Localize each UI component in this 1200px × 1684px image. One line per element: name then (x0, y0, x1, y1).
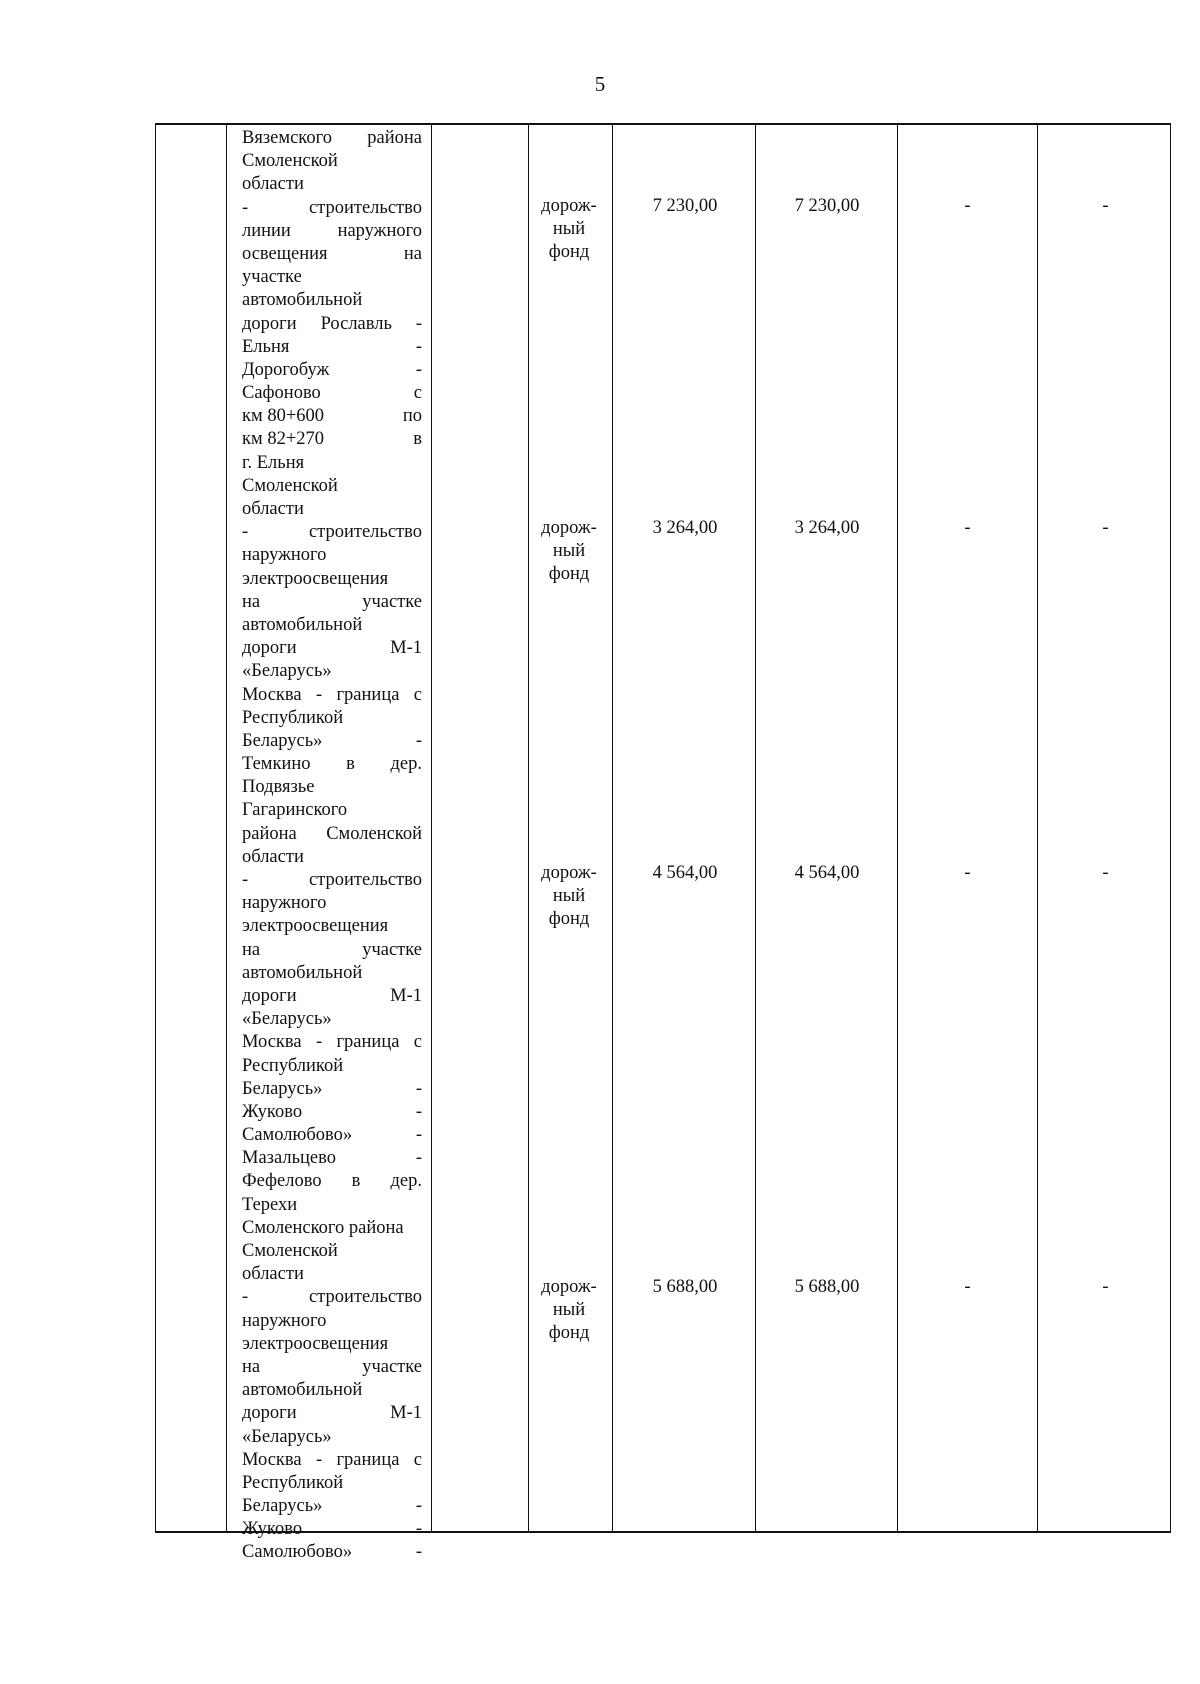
description-line (242, 799, 422, 822)
description-line (242, 1426, 422, 1449)
description-word: с (413, 1449, 422, 1470)
description-word: наружного (242, 893, 327, 914)
empty-value: - (1102, 518, 1109, 538)
description-line (242, 243, 422, 266)
amount-total: 4 564,00 (652, 863, 718, 883)
description-word: Москва (242, 1449, 302, 1470)
description-line (242, 1124, 422, 1147)
description-line (242, 846, 422, 869)
description-line (242, 1356, 422, 1379)
description-word: Смоленской (242, 1241, 338, 1261)
description-word: дороги (242, 1403, 297, 1424)
description-line (242, 544, 422, 567)
description-line (242, 985, 422, 1008)
description-line (242, 684, 422, 707)
description-word: Республикой (242, 1055, 344, 1076)
funding-source (528, 517, 610, 587)
description-line (242, 1472, 422, 1495)
description-word: «Беларусь» (242, 661, 332, 682)
funding-source-line: дорож- (541, 1277, 597, 1297)
description-word: линии (242, 220, 291, 241)
description-line (242, 1147, 422, 1170)
empty-value: - (1102, 196, 1109, 216)
description-line (242, 1495, 422, 1518)
description-word: Гагаринского (242, 800, 348, 821)
amount-year: 3 264,00 (794, 518, 860, 538)
funding-source (528, 1276, 610, 1346)
description-word: в (413, 429, 422, 450)
description-word: строительство (308, 197, 422, 218)
description-word: - (242, 197, 249, 218)
amount-total: 3 264,00 (652, 518, 718, 538)
description-word: электроосвещения (242, 568, 389, 589)
description-word: автомобильной (242, 290, 363, 311)
description-word: - (415, 1125, 422, 1146)
description-word: - (242, 1287, 249, 1308)
description-line (242, 1078, 422, 1101)
description-word: автомобильной (242, 962, 363, 983)
description-line (242, 428, 422, 451)
funding-source-line: фонд (548, 242, 590, 263)
page-number: 5 (594, 72, 606, 96)
description-word: - (415, 359, 422, 380)
funding-source-line: фонд (548, 1323, 590, 1344)
description-word: - (415, 730, 422, 751)
description-word: дер. (390, 754, 422, 775)
description-word: Смоленской (326, 823, 422, 844)
description-word: наружного (242, 1310, 327, 1331)
description-word: - (242, 870, 249, 890)
description-word: Смоленской (242, 151, 338, 172)
funding-source-line: дорож- (541, 518, 597, 538)
description-line (242, 660, 422, 683)
description-word: - (315, 1449, 323, 1470)
empty-value: - (964, 1277, 971, 1297)
description-line (242, 1194, 422, 1217)
description-word: Вяземского (242, 128, 332, 148)
description-word: области (242, 846, 304, 867)
description-line (242, 1217, 422, 1240)
amount-total: 7 230,00 (652, 196, 718, 216)
description-word: участке (242, 267, 302, 288)
description-word: Сафоново (242, 383, 321, 404)
description-word: дороги (242, 985, 297, 1006)
description-line (242, 1310, 422, 1333)
description-word: Дорогобуж (242, 359, 330, 380)
column-divider (431, 123, 432, 1533)
description-word: с (413, 1032, 422, 1053)
description-line (242, 521, 422, 544)
description-line (242, 1541, 422, 1564)
description-line (242, 1286, 422, 1309)
description-word: Жуково (242, 1519, 303, 1540)
description-line (242, 289, 422, 312)
description-word: участке (362, 939, 422, 960)
description-line (242, 313, 422, 336)
description-word: Москва (242, 684, 302, 705)
amount-year: 5 688,00 (794, 1277, 860, 1297)
description-word: граница (336, 684, 400, 705)
description-line (242, 1240, 422, 1263)
description-word: Республикой (242, 707, 344, 728)
description-word: района (367, 128, 422, 148)
description-line (242, 498, 422, 521)
description-word: - (415, 313, 422, 334)
description-word: участке (362, 1356, 422, 1377)
description-line (242, 915, 422, 938)
funding-source-line: фонд (548, 909, 590, 930)
description-word: Беларусь» (242, 730, 323, 751)
description-line (242, 1170, 422, 1193)
funding-source-line: фонд (548, 564, 590, 585)
description-line (242, 1031, 422, 1054)
description-line (242, 753, 422, 776)
description-word: граница (336, 1449, 400, 1470)
description-word: с (413, 383, 422, 404)
empty-value: - (964, 863, 971, 883)
column-divider (226, 123, 227, 1533)
funding-source (528, 862, 610, 932)
description-line (242, 266, 422, 289)
description-line (242, 382, 422, 405)
description-word: участке (362, 591, 422, 612)
description-line (242, 359, 422, 382)
description-line (242, 1333, 422, 1356)
description-word: строительство (308, 1287, 422, 1308)
description-word: М-1 (390, 1403, 422, 1424)
description-word: Смоленской (242, 475, 338, 496)
description-word: - (415, 1542, 422, 1563)
description-word: автомобильной (242, 1380, 363, 1401)
description-word: Самолюбово» (242, 1542, 353, 1563)
description-word: «Беларусь» (242, 1009, 332, 1030)
description-word: строительство (308, 522, 422, 543)
description-word: на (242, 1356, 261, 1377)
description-word: - (415, 1148, 422, 1169)
description-word: Фефелово (242, 1171, 322, 1192)
column-divider (897, 123, 898, 1533)
funding-source-line: дорож- (541, 196, 597, 216)
description-line (242, 1449, 422, 1472)
description-line (242, 452, 422, 475)
amount-year: 4 564,00 (794, 863, 860, 883)
description-word: Терехи (242, 1194, 298, 1215)
description-word: Темкино (242, 754, 311, 775)
description-word: в (351, 1171, 361, 1192)
description-word: Москва (242, 1032, 302, 1053)
description-word: - (415, 1078, 422, 1099)
empty-value: - (964, 518, 971, 538)
description-word: - (415, 1496, 422, 1517)
empty-value: - (1102, 863, 1109, 883)
description-line (242, 220, 422, 243)
description-word: района (242, 823, 297, 844)
description-word: на (242, 591, 261, 612)
funding-source-line: ный (552, 1300, 586, 1321)
description-line (242, 475, 422, 498)
description-line (242, 336, 422, 359)
description-word: - (315, 684, 323, 705)
description-word: - (315, 1032, 323, 1053)
funding-source (528, 195, 610, 265)
description-line (242, 962, 422, 985)
description-word: освещения (242, 243, 328, 264)
description-word: - (242, 522, 249, 543)
description-line (242, 127, 422, 150)
description-line (242, 1263, 422, 1286)
description-word: км 80+600 (242, 406, 325, 427)
funding-source-line: дорож- (541, 863, 597, 883)
description-line (242, 173, 422, 196)
empty-value: - (1102, 1277, 1109, 1297)
description-word: Республикой (242, 1472, 344, 1493)
empty-value: - (964, 196, 971, 216)
funding-source-line: ный (552, 541, 586, 562)
amount-total: 5 688,00 (652, 1277, 718, 1297)
description-word: граница (336, 1032, 400, 1053)
description-word: с (413, 684, 422, 705)
amount-year: 7 230,00 (794, 196, 860, 216)
funding-source-line: ный (552, 219, 586, 240)
description-column (242, 127, 422, 1565)
description-word: в (346, 754, 355, 775)
description-word: Смоленского района (242, 1217, 404, 1238)
description-word: км 82+270 (242, 429, 325, 450)
description-word: дороги (242, 313, 297, 334)
description-line (242, 1379, 422, 1402)
description-word: Рославль (320, 313, 392, 334)
description-line (242, 1402, 422, 1425)
description-line (242, 637, 422, 660)
description-word: - (415, 336, 422, 357)
description-line (242, 197, 422, 220)
description-word: наружного (242, 545, 327, 566)
description-word: электроосвещения (242, 916, 389, 937)
column-divider (612, 123, 613, 1533)
description-word: г. Ельня (242, 452, 305, 473)
description-line (242, 614, 422, 637)
description-word: Жуково (242, 1101, 303, 1122)
description-word: Самолюбово» (242, 1125, 353, 1146)
description-word: автомобильной (242, 614, 363, 635)
description-line (242, 1518, 422, 1541)
description-line (242, 892, 422, 915)
description-word: М-1 (390, 638, 422, 659)
description-line (242, 1008, 422, 1031)
description-line (242, 730, 422, 753)
description-word: на (403, 243, 422, 264)
description-word: области (242, 174, 304, 195)
description-line (242, 939, 422, 962)
description-line (242, 150, 422, 173)
description-word: Беларусь» (242, 1078, 323, 1099)
description-line (242, 869, 422, 892)
description-word: электроосвещения (242, 1333, 389, 1354)
description-word: - (415, 1101, 422, 1122)
description-word: на (242, 939, 261, 960)
description-word: Мазальцево (242, 1148, 336, 1169)
description-word: дер. (390, 1171, 422, 1192)
description-line (242, 1055, 422, 1078)
description-word: М-1 (390, 985, 422, 1006)
description-line (242, 568, 422, 591)
description-line (242, 591, 422, 614)
description-line (242, 776, 422, 799)
description-word: «Беларусь» (242, 1426, 332, 1447)
funding-source-line: ный (552, 886, 586, 907)
description-word: наружного (337, 220, 422, 241)
description-line (242, 405, 422, 428)
description-word: области (242, 499, 304, 519)
column-divider (755, 123, 756, 1533)
description-word: дороги (242, 638, 297, 659)
description-word: Подвязье (242, 777, 315, 798)
description-word: по (402, 406, 422, 427)
description-line (242, 823, 422, 846)
description-word: области (242, 1264, 304, 1285)
description-line (242, 707, 422, 730)
description-word: Ельня (242, 336, 290, 357)
description-word: - (415, 1519, 422, 1540)
description-word: строительство (308, 870, 422, 890)
description-word: Беларусь» (242, 1496, 323, 1517)
column-divider (1037, 123, 1038, 1533)
description-line (242, 1101, 422, 1124)
